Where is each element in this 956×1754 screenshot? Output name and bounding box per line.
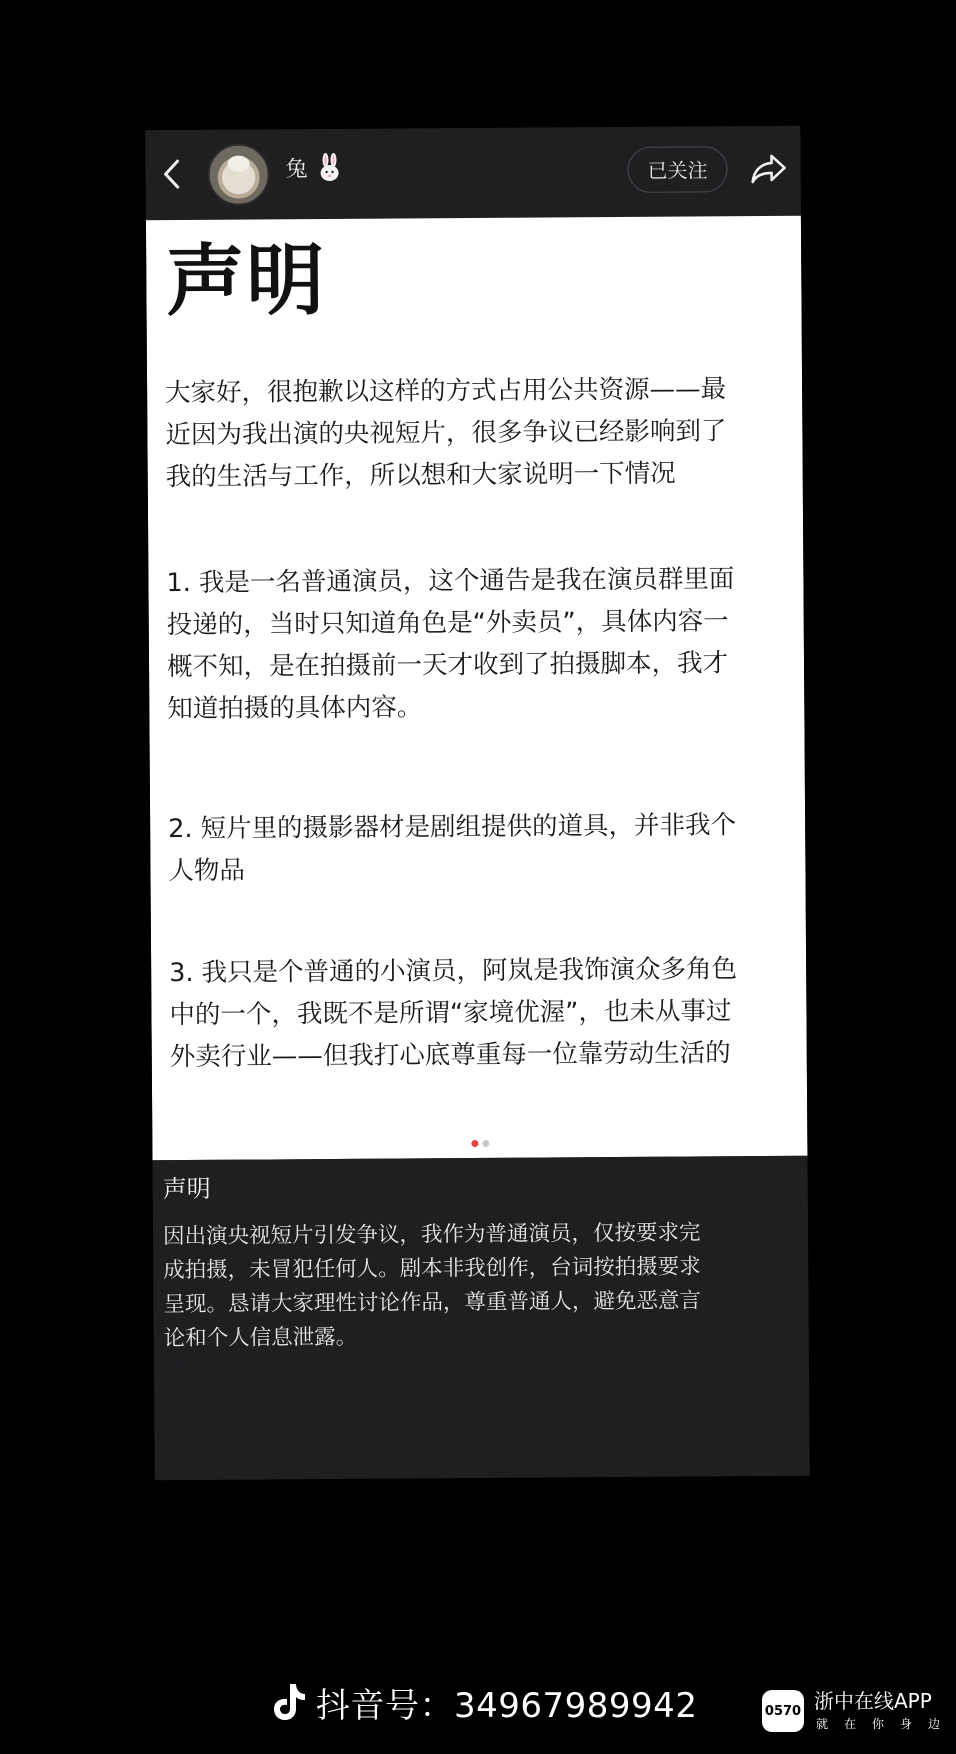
share-button[interactable] [745,146,791,192]
top-bar [145,126,801,221]
avatar[interactable] [207,143,269,205]
tiktok-icon [270,1682,306,1722]
douyin-watermark [270,1672,697,1732]
app-badge [762,1688,956,1738]
post-image-page[interactable] [146,216,808,1161]
statement-point-3: 3. 我只是个普通的小演员，阿岚是我饰演众多角色 中的一个，我既不是所谓“家境优渥”，也未从事过 外卖行业——但我打心底尊重每一位靠劳动生活的 [169,954,738,1073]
page-dot-active[interactable] [471,1140,478,1147]
caption-title: 声明 [162,1174,211,1204]
page-dot[interactable] [482,1140,489,1147]
statement-point-1: 1. 我是一名普通演员，这个通告是我在演员群里面 投递的，当时只知道角色是“外卖员”，具体内容一 概不知，是在拍摄前一天才收到了拍摄脚本，我才 知道拍摄的具体内容。 [166,564,735,725]
statement-title: 声明 [166,236,327,328]
following-button[interactable]: 已关注 [627,146,727,193]
chevron-left-icon [160,158,182,190]
post-caption [152,1156,808,1361]
statement-point-2: 2. 短片里的摄影器材是剧组提供的道具，并非我个 人物品 [168,810,737,887]
app-name: 浙中在线APP [814,1689,932,1713]
caption-body: 因出演央视短片引发争议，我作为普通演员，仅按要求完 成拍摄，未冒犯任何人。剧本非我创作，台词按拍摄要求 呈现。恳请大家理性讨论作品，尊重普通人，避免恶意言 论和个人信息泄露。 [162,1220,702,1352]
app-logo-icon: 0570 [762,1690,804,1732]
page-indicator [152,1138,807,1153]
app-slogan: 就在你身边 [816,1717,956,1731]
share-arrow-icon [749,153,787,185]
douyin-id-text: 抖音号：34967989942 [316,1685,698,1726]
rabbit-icon [317,153,341,183]
statement-intro: 大家好，很抱歉以这样的方式占用公共资源——最 近因为我出演的央视短片，很多争议已经影响到了 我的生活与工作，所以想和大家说明一下情况 [165,374,727,493]
post-screenshot [145,126,809,1481]
username[interactable]: 兔 [285,157,308,183]
back-button[interactable] [153,152,189,196]
